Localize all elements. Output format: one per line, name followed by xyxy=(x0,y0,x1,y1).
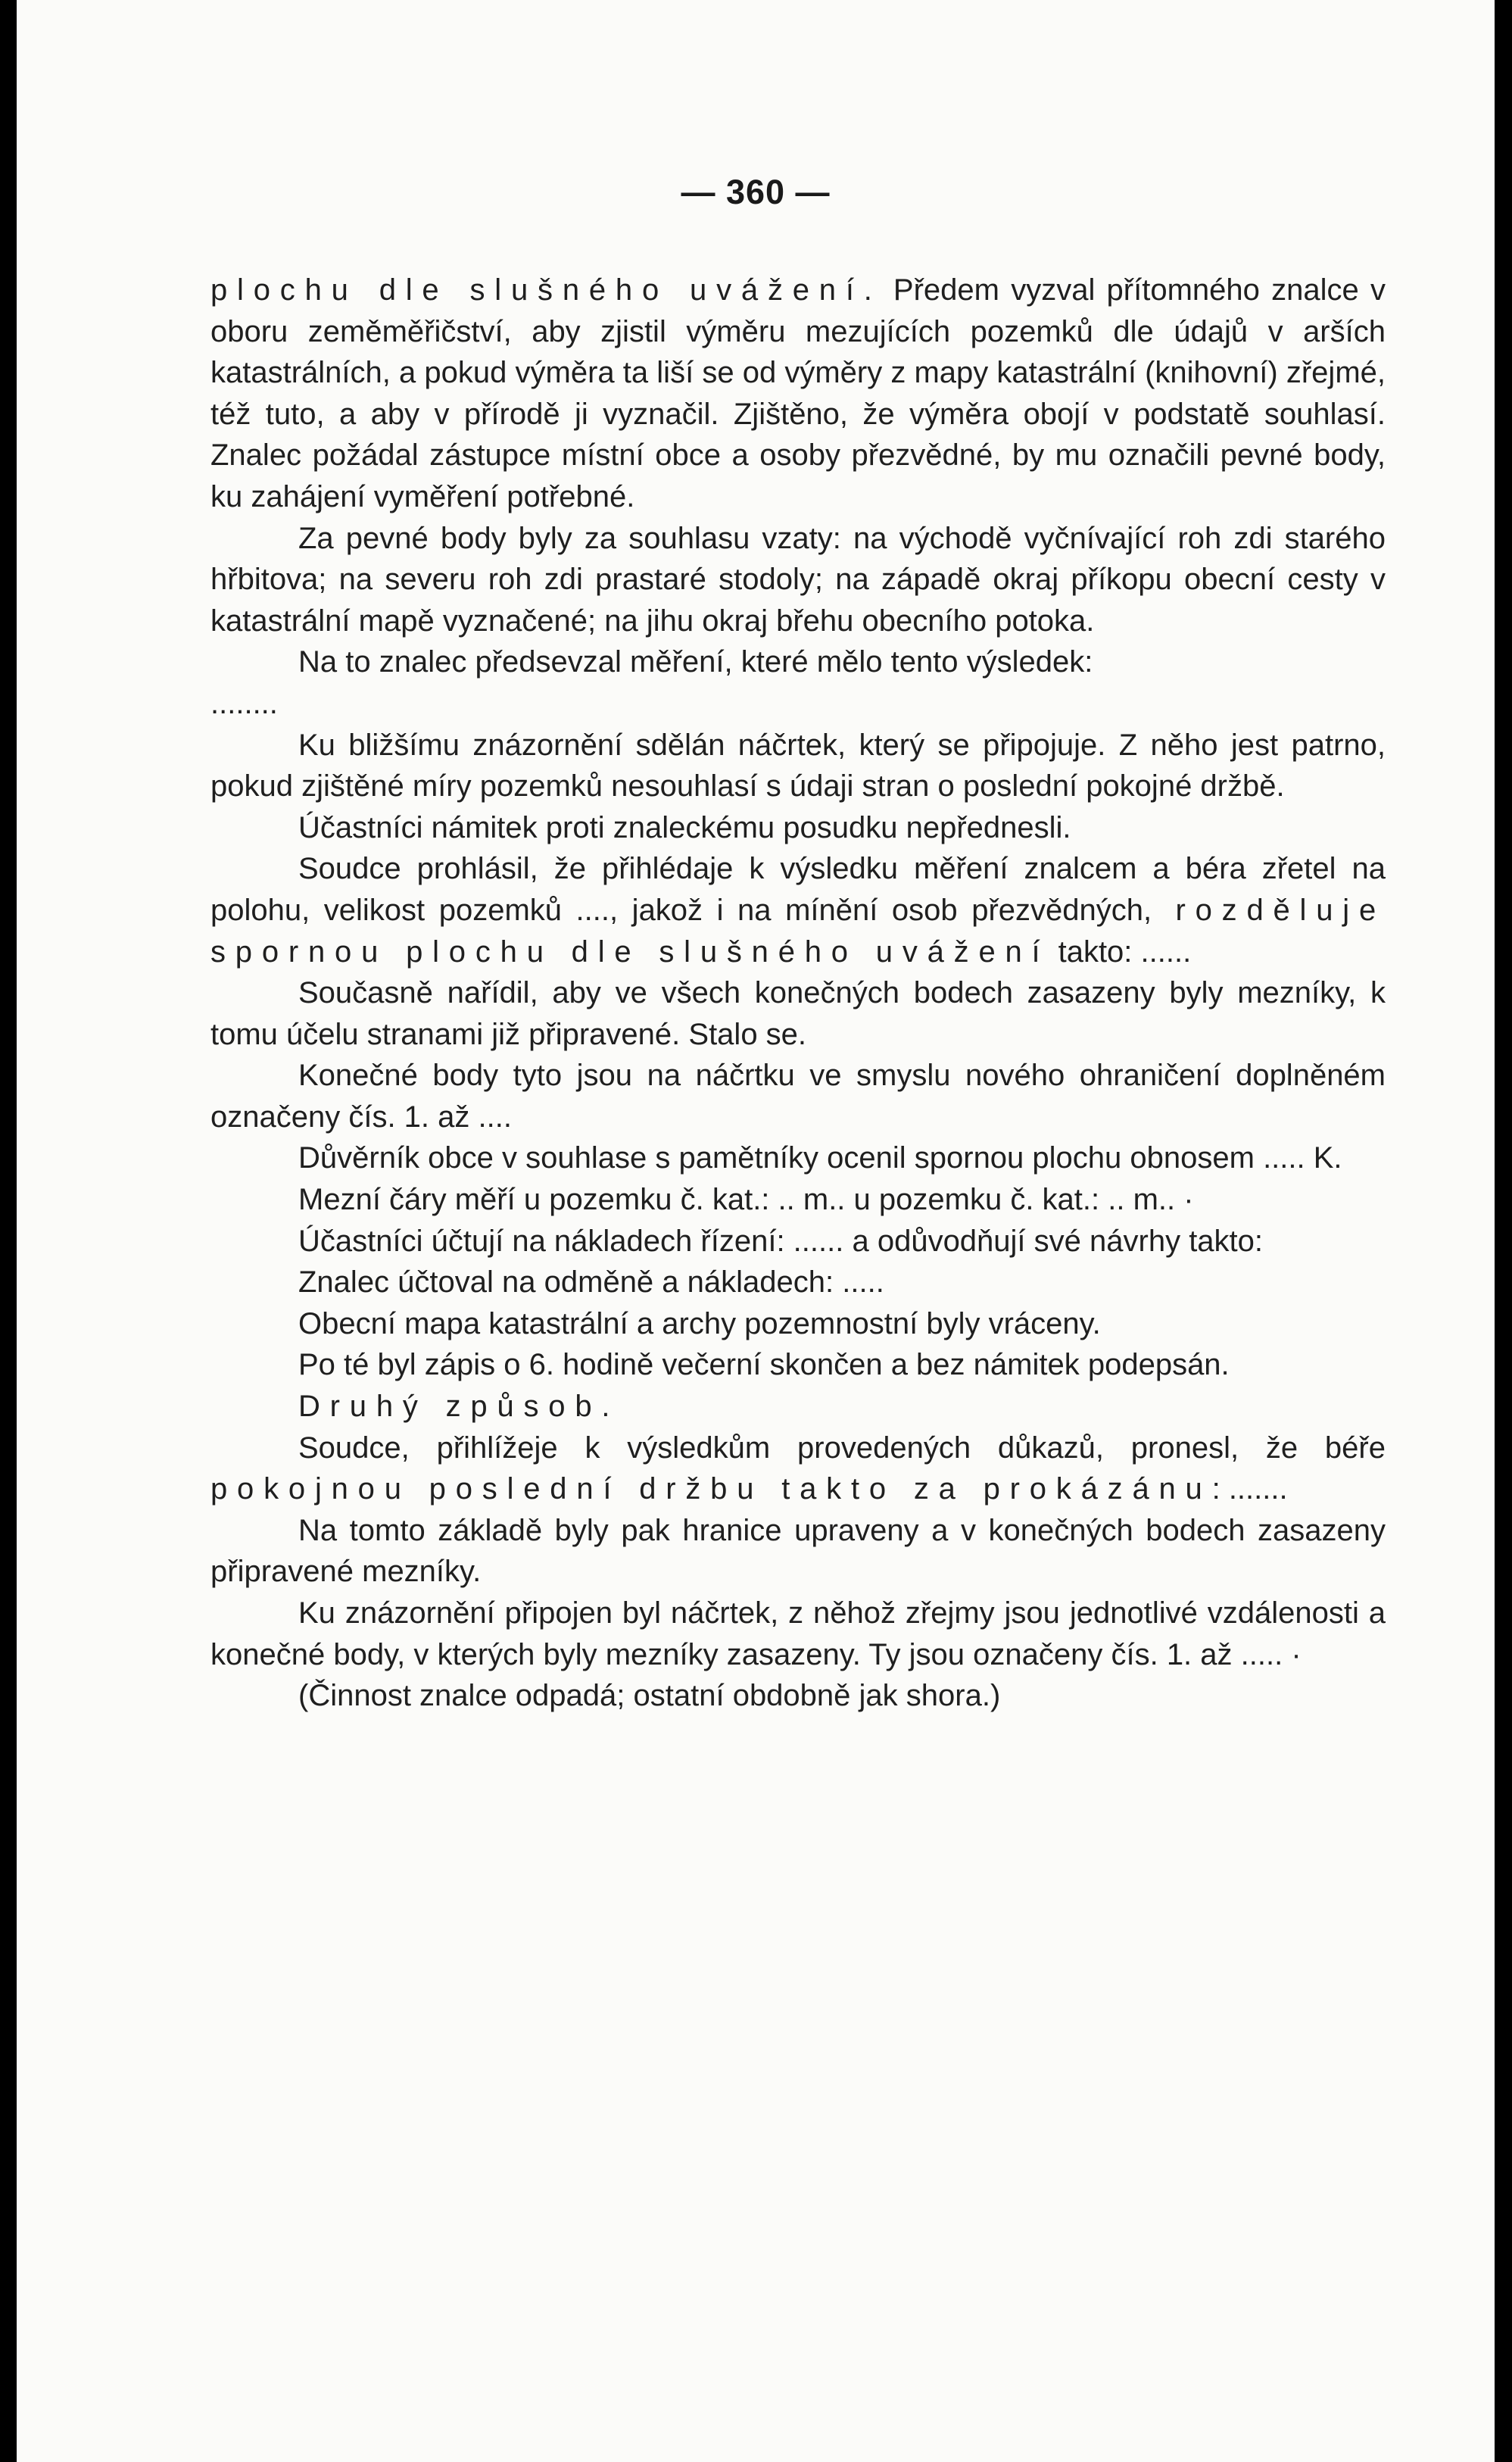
paragraph-8: Současně nařídil, aby ve všech konečných bodech zasazeny byly mezníky, k tomu účelu stranami již připravené. Stalo se. xyxy=(210,976,1386,1051)
paragraph-10: Důvěrník obce v souhlase s pamětníky ocenil spornou plochu obnosem ..... K. xyxy=(298,1141,1342,1175)
paragraph-17 xyxy=(210,1428,1386,1510)
paragraph-12: Účastníci účtují na nákladech řízení: ...... a odůvodňují své návrhy takto: xyxy=(298,1224,1264,1258)
paragraph-14: Obecní mapa katastrální a archy pozemnostní byly vráceny. xyxy=(298,1306,1101,1340)
spaced-emphasis: plochu dle slušného uvážení. xyxy=(210,273,882,307)
spaced-emphasis: rozděluje spornou plochu dle slušného uvážení xyxy=(210,893,1386,969)
paragraph-2: Za pevné body byly za souhlasu vzaty: na východě vyčnívající roh zdi starého hřbitova; na severu roh zdi prastaré stodoly; na západě okraj příkopu obecní cesty v katastrální mapě vyznačené; na jihu okraj břehu obecního potoka. xyxy=(210,521,1386,638)
paragraph-5: Ku bližšímu znázornění sdělán náčrtek, který se připojuje. Z něho jest patrno, pokud zjištěné míry pozemků nesouhlasí s údaji stran o poslední pokojné držbě. xyxy=(210,728,1386,804)
paragraph-tail: : ....... xyxy=(1211,1472,1288,1506)
paragraph-18: Na tomto základě byly pak hranice upraveny a v konečných bodech zasazeny připravené mezníky. xyxy=(210,1513,1386,1589)
paragraph-6: Účastníci námitek proti znaleckému posudku nepřednesli. xyxy=(298,810,1071,844)
paragraph-9: Konečné body tyto jsou na náčrtku ve smyslu nového ohraničení doplněném označeny čís. 1. až .... xyxy=(210,1059,1386,1134)
paragraph-19: Ku znázornění připojen byl náčrtek, z něhož zřejmy jsou jednotlivé vzdálenosti a konečné body, v kterých byly mezníky zasazeny. Ty jsou označeny čís. 1. až ..... · xyxy=(210,1596,1386,1671)
body-text xyxy=(210,270,1386,1717)
paragraph-20: (Činnost znalce odpadá; ostatní obdobně jak shora.) xyxy=(298,1679,1001,1713)
paragraph-15: Po té byl zápis o 6. hodině večerní skončen a bez námitek podepsán. xyxy=(298,1348,1230,1382)
paragraph-11: Mezní čáry měří u pozemku č. kat.: .. m.. u pozemku č. kat.: .. m.. · xyxy=(298,1183,1194,1217)
paragraph-4-ellipsis: ........ xyxy=(210,686,278,720)
paragraph-text: Soudce prohlásil, že přihlédaje k výsledku měření znalcem a béra zřetel na polohu, velikost pozemků ...., jakož i na mínění osob přezvědných, xyxy=(210,852,1386,927)
spaced-emphasis: Druhý způsob. xyxy=(298,1390,620,1424)
paragraph-3: Na to znalec předsevzal měření, které mělo tento výsledek: xyxy=(298,645,1093,679)
paragraph-text: Soudce, přihlížeje k výsledkům provedených důkazů, pronesl, že béře xyxy=(298,1431,1386,1465)
page-number: — 360 — xyxy=(681,173,831,211)
book-page xyxy=(17,0,1495,2462)
paragraph-tail: takto: ...... xyxy=(1049,935,1192,969)
paragraph-text: Předem vyzval přítomného znalce v oboru zeměměřičství, aby zjistil výměru mezujících pozemků dle údajů v arších katastrálních, a pokud výměra ta liší se od výměry z mapy katastrální (knihovní) zřejmé, též tuto, a aby v přírodě ji vyznačil. Zjištěno, že výměra obojí v podstatě souhlasí. Znalec požádal zástupce místní obce a osoby přezvědné, by mu označili pevné body, ku zahájení vyměření potřebné. xyxy=(210,273,1386,513)
section-heading-druhy-zpusob xyxy=(210,1386,1386,1428)
paragraph-1 xyxy=(210,270,1386,518)
paragraph-13: Znalec účtoval na odměně a nákladech: ..... xyxy=(298,1265,884,1300)
paragraph-7 xyxy=(210,848,1386,972)
spaced-emphasis: pokojnou poslední držbu takto za prokázánu xyxy=(210,1472,1212,1506)
